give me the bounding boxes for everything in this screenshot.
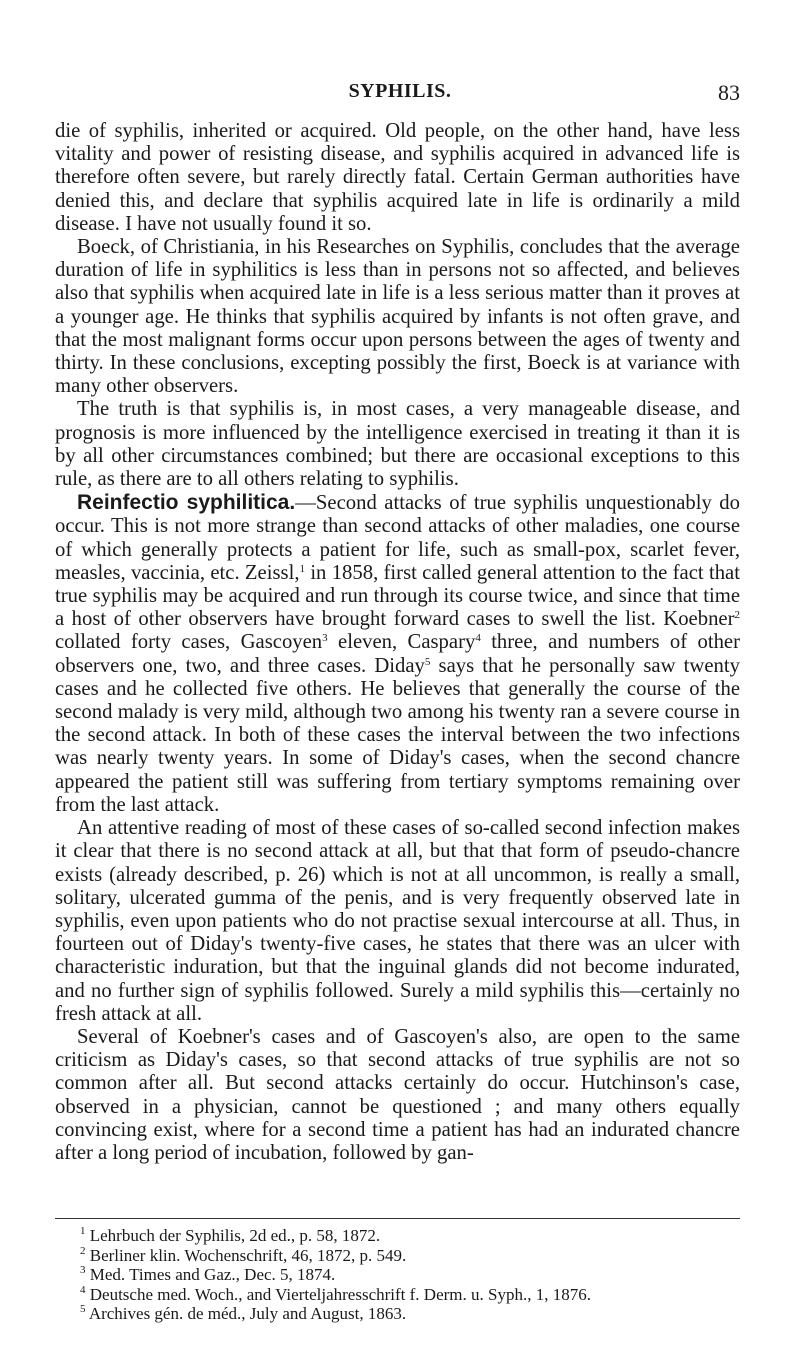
footnote <box>80 1226 730 1246</box>
footnote-text: Archives gén. de méd., July and August, 1863. <box>88 1304 407 1324</box>
text-run: three, and numbers of other observers one, two, and three cases. Diday <box>55 631 740 677</box>
footnote <box>80 1285 730 1305</box>
text-run: in 1858, first called general attention to the fact that true syphilis may be acquired and run through its course twice, and since that time a host of other observers have brought forward cases to swell the list. Koebner <box>55 561 740 631</box>
paragraph: Several of Koebner's cases and of Gascoyen's also, are open to the same criticism as Diday's cases, so that second attacks of true syphilis are not so common after all. But second attacks certainly do occur. Hutchinson's case, observed in a physician, cannot be questioned ; and many others equally convincing exist, where for a second time a patient has had an indurated chancre after a long period of incubation, followed by gan- <box>55 1025 740 1164</box>
footnote-ref: 2 <box>734 609 740 622</box>
footnote-mark: 1 <box>80 1225 86 1237</box>
footnote-ref: 1 <box>299 562 306 575</box>
footnote-mark: 5 <box>80 1303 86 1316</box>
footnote-mark: 2 <box>80 1244 86 1257</box>
footnote-text: Med. Times and Gaz., Dec. 5, 1874. <box>89 1265 336 1285</box>
footnote-ref: 5 <box>424 655 431 668</box>
paragraph: The truth is that syphilis is, in most cases, a very manageable disease, and prognosis is more influenced by the intelligence exercised in treating it than it is by all other circumstances combined; but there are occasional exceptions to this rule, as there are to all others relating to syphilis. <box>55 398 740 491</box>
footnote-mark: 4 <box>80 1283 86 1296</box>
text-run: eleven, Caspary <box>327 631 476 654</box>
footnote-ref: 3 <box>322 632 328 645</box>
running-head <box>60 80 740 110</box>
text-run: says that he personally saw twenty cases and he collected five others. He believes that generally the course of the second malady is very mild, although two among his twenty ran a severe course in the second attack. In both of these cases the interval between the two infections was nearly twenty years. In some of Diday's cases, when the second chancre appeared the patient still was suffering from tertiary symptoms remaining over from the last attack. <box>55 654 740 816</box>
footnote-ref: 4 <box>475 632 481 645</box>
body-text <box>55 120 740 1165</box>
footnote-mark: 3 <box>80 1264 86 1277</box>
text-run: —Second attacks of true syphilis unquestionably do occur. This is not more strange than second attacks of other maladies, one course of which generally protects a patient for life, such as small-pox, scarlet fever, measles, vaccinia, etc. Zeissl, <box>55 492 740 584</box>
footnotes <box>80 1226 730 1324</box>
page-number: 83 <box>718 80 740 105</box>
footnote-text: Berliner klin. Wochenschrift, 46, 1872, p. 549. <box>89 1245 407 1265</box>
running-title: SYPHILIS. <box>348 80 452 102</box>
section-heading: Reinfectio syphilitica. <box>77 491 296 515</box>
footnote <box>80 1304 730 1324</box>
paragraph-reinfection <box>55 491 740 817</box>
footnote <box>80 1265 730 1285</box>
footnote <box>80 1246 730 1266</box>
paragraph: Boeck, of Christiania, in his Researches on Syphilis, concludes that the average duration of life in syphilitics is less than in persons not so affected, and believes also that syphilis when acquired late in life is a less serious matter than it proves at a younger age. He thinks that syphilis acquired by infants is not often grave, and that the most malignant forms occur upon persons between the ages of twenty and thirty. In these conclusions, excepting possibly the first, Boeck is at variance with many other observers. <box>55 236 740 398</box>
text-run: collated forty cases, Gascoyen <box>55 631 323 654</box>
paragraph: An attentive reading of most of these cases of so-called second infection makes it clear that there is no second attack at all, but that that form of pseudo-chancre exists (already described, p. 26) which is not at all uncommon, is really a small, solitary, ulcerated gumma of the penis, and is very frequently observed late in syphilis, even upon patients who do not practise sexual intercourse at all. Thus, in fourteen out of Diday's twenty-five cases, he states that there was an ulcer with characteristic induration, but that the inguinal glands did not become indurated, and no further sign of syphilis followed. Surely a mild syphilis this—certainly no fresh attack at all. <box>55 817 740 1025</box>
footnote-text: Deutsche med. Woch., and Vierteljahresschrift f. Derm. u. Syph., 1, 1876. <box>89 1284 591 1304</box>
paragraph: die of syphilis, inherited or acquired. Old people, on the other hand, have less vitality and power of resisting disease, and syphilis acquired in advanced life is therefore often severe, but rarely directly fatal. Certain German authorities have denied this, and declare that syphilis acquired late in life is ordinarily a mild disease. I have not usually found it so. <box>55 120 740 235</box>
footnote-text: Lehrbuch der Syphilis, 2d ed., p. 58, 1872. <box>89 1226 381 1245</box>
footnote-rule <box>55 1218 740 1219</box>
